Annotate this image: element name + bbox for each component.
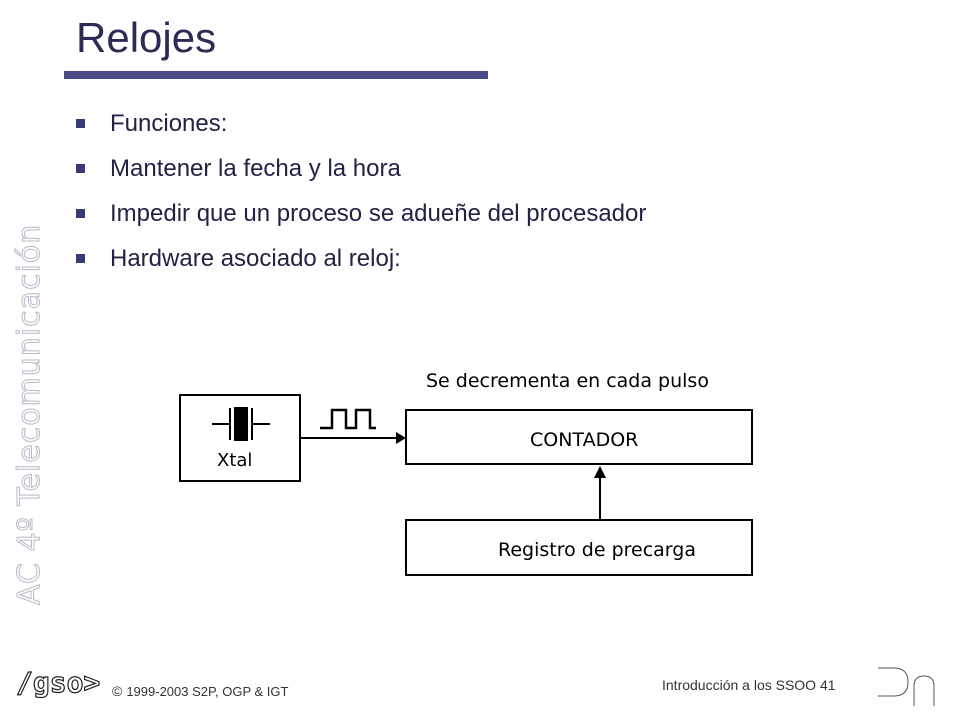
- arrow-up-icon: [594, 466, 606, 478]
- bullet-text: Impedir que un proceso se adueñe del procesador: [110, 200, 647, 227]
- bullet-text: Funciones:: [110, 110, 228, 137]
- title-underline: [64, 71, 488, 79]
- crystal-label: Xtal: [217, 450, 253, 471]
- square-bullet-icon: [76, 209, 85, 218]
- university-mark-icon: [872, 660, 944, 710]
- copyright-icon: ©: [112, 683, 123, 699]
- pulse-waveform-icon: [320, 410, 376, 428]
- arrow-right-icon: [396, 432, 406, 444]
- slide-title: Relojes: [76, 14, 217, 61]
- copyright-text: 1999-2003 S2P, OGP & IGT: [126, 684, 289, 699]
- side-course-label: AC 4º Telecomunicación: [12, 223, 47, 605]
- bullet-text: Hardware asociado al reloj:: [110, 245, 401, 272]
- copyright-notice: [112, 683, 288, 699]
- square-bullet-icon: [76, 164, 85, 173]
- page-info: Introducción a los SSOO 41: [662, 677, 836, 693]
- register-label: Registro de precarga: [498, 539, 696, 561]
- gso-logo: /gso>: [16, 666, 101, 699]
- decrement-note: Se decrementa en cada pulso: [426, 370, 709, 392]
- square-bullet-icon: [76, 254, 85, 263]
- clock-hardware-diagram: [170, 360, 770, 590]
- bullet-text: Mantener la fecha y la hora: [110, 155, 401, 182]
- square-bullet-icon: [76, 119, 85, 128]
- counter-label: CONTADOR: [530, 429, 639, 451]
